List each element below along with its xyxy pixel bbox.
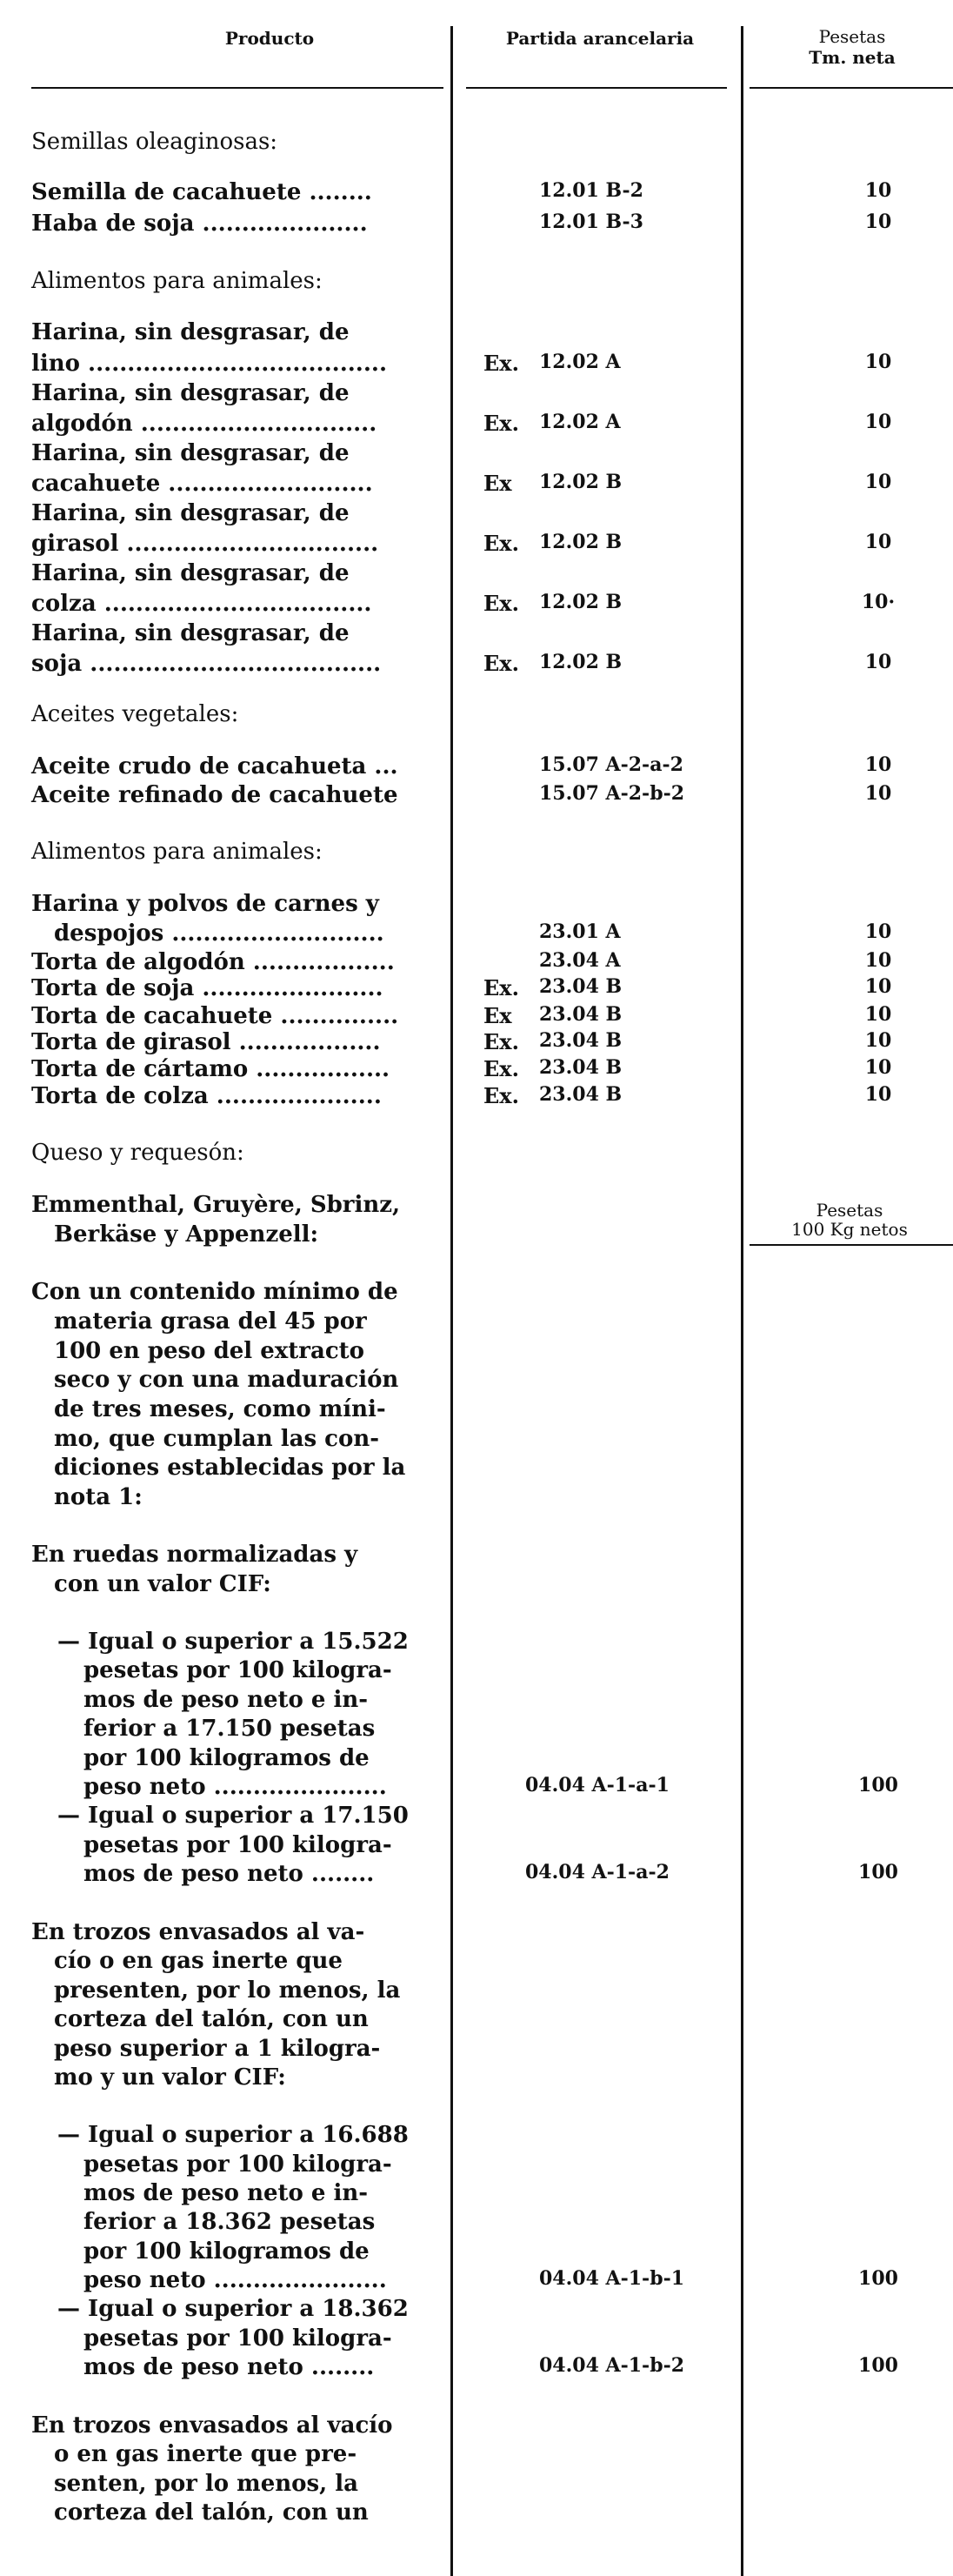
bullet-item-continued: pesetas por 100 kilogra- (83, 1832, 392, 1858)
bullet-item: — Igual o superior a 18.362 (57, 2296, 409, 2322)
bullet-item: — Igual o superior a 16.688 (57, 2122, 409, 2148)
product-text: Haba de soja ..................... (31, 211, 368, 237)
section-heading: Alimentos para animales: (31, 839, 323, 865)
ex-prefix: Ex. (483, 411, 519, 436)
tariff-code: 12.02 B (539, 591, 623, 613)
ex-prefix: Ex (483, 471, 512, 496)
bullet-item: — Igual o superior a 15.522 (57, 1629, 409, 1655)
subheader-pesetas (746, 1201, 953, 1239)
tariff-code: 23.04 B (539, 1083, 623, 1106)
duty-value: 100 (858, 1861, 898, 1883)
product-text: Torta de algodón .................. (31, 949, 395, 975)
product-text: En ruedas normalizadas y (31, 1542, 358, 1568)
product-text-continued: Berkäse y Appenzell: (54, 1221, 319, 1248)
product-text: Con un contenido mínimo de (31, 1279, 398, 1305)
bullet-item-continued: peso neto ...................... (83, 1774, 387, 1800)
tariff-code: 15.07 A-2-b-2 (539, 782, 685, 805)
product-text: Torta de cártamo ................. (31, 1056, 390, 1082)
bullet-item: — Igual o superior a 17.150 (57, 1803, 409, 1829)
subheader-line2: 100 Kg netos (791, 1219, 908, 1240)
tariff-code: 23.04 B (539, 1029, 623, 1052)
product-text: soja ..................................... (31, 651, 382, 677)
product-text: Torta de colza ..................... (31, 1083, 382, 1109)
column-divider-left (450, 26, 453, 2576)
product-text: lino ...................................... (31, 351, 388, 377)
header-pesetas-line2: Tm. neta (809, 47, 896, 68)
bullet-item-continued: por 100 kilogramos de (83, 1745, 370, 1771)
subheader-rule (750, 1244, 953, 1246)
tariff-code: 12.01 B-2 (539, 179, 643, 202)
duty-value: 10 (864, 1056, 892, 1079)
bullet-item-continued: mos de peso neto ........ (83, 2354, 375, 2380)
duty-value: 10 (864, 753, 892, 776)
duty-value: 100 (858, 2267, 898, 2290)
product-text: colza .................................. (31, 591, 372, 617)
column-divider-right (741, 26, 743, 2576)
ex-prefix: Ex. (483, 351, 519, 376)
header-producto: Producto (224, 28, 315, 49)
duty-value: 10 (864, 1083, 892, 1106)
product-text: En trozos envasados al vacío (31, 2412, 393, 2439)
duty-value: 10 (864, 782, 892, 805)
tariff-code: 12.01 B-3 (539, 211, 643, 233)
section-heading: Queso y requesón: (31, 1140, 244, 1166)
product-text: Torta de cacahuete ............... (31, 1003, 399, 1029)
duty-value: 10 (864, 471, 892, 493)
product-text-continued: o en gas inerte que pre- (54, 2441, 357, 2467)
duty-value: 10 (864, 1029, 892, 1052)
product-text-continued: diciones establecidas por la (54, 1455, 406, 1481)
ex-prefix: Ex (483, 1003, 512, 1028)
product-text: Emmenthal, Gruyère, Sbrinz, (31, 1192, 401, 1218)
product-text-continued: 100 en peso del extracto (54, 1338, 365, 1364)
tariff-code: 23.04 B (539, 1056, 623, 1079)
bullet-item-continued: pesetas por 100 kilogra- (83, 2151, 392, 2178)
bullet-item-continued: ferior a 17.150 pesetas (83, 1716, 376, 1742)
tariff-code: 23.04 B (539, 975, 623, 998)
product-text-continued: peso superior a 1 kilogra- (54, 2036, 381, 2062)
product-text: Harina, sin desgrasar, de (31, 440, 350, 466)
section-heading: Semillas oleaginosas: (31, 129, 278, 155)
bullet-item-continued: por 100 kilogramos de (83, 2238, 370, 2265)
duty-value: 10 (864, 651, 892, 673)
ex-prefix: Ex. (483, 1056, 519, 1081)
duty-value: 10 (864, 949, 892, 972)
product-text: Aceite crudo de cacahueta ... (31, 753, 398, 779)
ex-prefix: Ex. (483, 1029, 519, 1054)
product-text-continued: materia grasa del 45 por (54, 1308, 367, 1335)
product-text-continued: corteza del talón, con un (54, 2499, 369, 2526)
product-text: girasol ................................ (31, 531, 379, 557)
header-pesetas-line1: Pesetas (818, 26, 886, 47)
bullet-item-continued: ferior a 18.362 pesetas (83, 2209, 376, 2235)
product-text: cacahuete .......................... (31, 471, 373, 497)
product-text: Torta de soja ....................... (31, 975, 383, 1001)
product-text-continued: con un valor CIF: (54, 1571, 271, 1597)
section-heading: Alimentos para animales: (31, 268, 323, 294)
product-text: Harina, sin desgrasar, de (31, 560, 350, 586)
header-partida: Partida arancelaria (505, 28, 695, 49)
product-text-continued: despojos ........................... (54, 920, 384, 947)
bullet-item-continued: mos de peso neto ........ (83, 1861, 375, 1887)
duty-value: 10· (861, 591, 896, 613)
ex-prefix: Ex. (483, 1083, 519, 1108)
tariff-code: 04.04 A-1-a-1 (525, 1774, 670, 1797)
product-text: Torta de girasol .................. (31, 1029, 381, 1055)
product-text-continued: senten, por lo menos, la (54, 2471, 358, 2497)
tariff-code: 12.02 B (539, 651, 623, 673)
product-text: Harina, sin desgrasar, de (31, 500, 350, 526)
section-heading: Aceites vegetales: (31, 701, 239, 727)
duty-value: 10 (864, 351, 892, 373)
bullet-item-continued: mos de peso neto e in- (83, 1687, 369, 1713)
bullet-item-continued: peso neto ...................... (83, 2267, 387, 2293)
bullet-item-continued: pesetas por 100 kilogra- (83, 1657, 392, 1683)
duty-value: 100 (858, 1774, 898, 1797)
product-text: Aceite refinado de cacahuete (31, 782, 398, 808)
product-text: Harina, sin desgrasar, de (31, 380, 350, 406)
tariff-code: 04.04 A-1-b-2 (539, 2354, 685, 2377)
header-rule-pesetas (750, 87, 953, 89)
duty-value: 10 (864, 211, 892, 233)
ex-prefix: Ex. (483, 975, 519, 1000)
tariff-code: 12.02 B (539, 471, 623, 493)
duty-value: 10 (864, 1003, 892, 1026)
product-text-continued: de tres meses, como míni- (54, 1396, 386, 1422)
duty-value: 10 (864, 920, 892, 943)
tariff-code: 23.01 A (539, 920, 621, 943)
product-text-continued: corteza del talón, con un (54, 2006, 369, 2032)
tariff-code: 04.04 A-1-b-1 (539, 2267, 685, 2290)
tariff-code: 04.04 A-1-a-2 (525, 1861, 670, 1883)
header-rule-producto (31, 87, 443, 89)
tariff-code: 23.04 B (539, 1003, 623, 1026)
bullet-item-continued: pesetas por 100 kilogra- (83, 2325, 392, 2352)
product-text-continued: mo y un valor CIF: (54, 2064, 286, 2091)
duty-value: 10 (864, 531, 892, 553)
tariff-code: 15.07 A-2-a-2 (539, 753, 683, 776)
subheader-line1: Pesetas (816, 1200, 883, 1221)
duty-value: 10 (864, 411, 892, 433)
bullet-item-continued: mos de peso neto e in- (83, 2180, 369, 2206)
duty-value: 10 (864, 975, 892, 998)
product-text: Harina y polvos de carnes y (31, 891, 379, 917)
duty-value: 10 (864, 179, 892, 202)
product-text-continued: seco y con una maduración (54, 1367, 399, 1393)
ex-prefix: Ex. (483, 531, 519, 556)
product-text: Harina, sin desgrasar, de (31, 319, 350, 345)
tariff-code: 12.02 B (539, 531, 623, 553)
product-text-continued: cío o en gas inerte que (54, 1948, 343, 1974)
duty-value: 100 (858, 2354, 898, 2377)
header-rule-partida (466, 87, 727, 89)
product-text: algodón .............................. (31, 411, 377, 437)
product-text: Harina, sin desgrasar, de (31, 620, 350, 646)
product-text-continued: mo, que cumplan las con- (54, 1426, 380, 1452)
tariff-code: 12.02 A (539, 411, 621, 433)
ex-prefix: Ex. (483, 591, 519, 616)
product-text-continued: presenten, por lo menos, la (54, 1977, 401, 2004)
tariff-code: 12.02 A (539, 351, 621, 373)
product-text: Semilla de cacahuete ........ (31, 179, 372, 205)
product-text-continued: nota 1: (54, 1484, 143, 1510)
tariff-code: 23.04 A (539, 949, 621, 972)
ex-prefix: Ex. (483, 651, 519, 676)
product-text: En trozos envasados al va- (31, 1919, 365, 1945)
